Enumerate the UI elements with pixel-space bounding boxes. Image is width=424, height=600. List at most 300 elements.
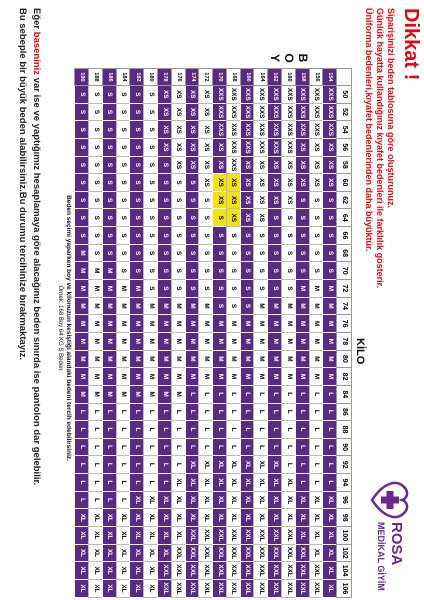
size-cell: L [116,421,130,439]
size-cell: S [309,227,323,245]
size-cell: L [295,438,309,456]
size-cell: XXL [268,527,282,545]
size-cell: S [144,280,158,298]
size-cell: XS [323,138,337,156]
size-cell: M [75,368,89,386]
size-cell: M [130,280,144,298]
size-cell: M [171,315,185,333]
size-cell: M [254,350,268,368]
size-cell: XL [199,456,213,474]
size-cell: XS [323,156,337,174]
height-header-cell: 182 [130,69,144,86]
size-cell: XL [213,474,227,492]
size-cell: XXS [281,103,295,121]
weight-header-cell: 52 [337,103,352,121]
size-cell: M [226,350,240,368]
size-cell: XXL [240,579,254,597]
height-header-cell: 178 [157,69,171,86]
height-row [323,69,337,598]
size-cell: XS [171,121,185,139]
weight-header-cell: 106 [337,579,352,597]
size-cell: XL [171,509,185,527]
size-cell: S [157,209,171,227]
warning-title: Dikkat ! [400,8,422,81]
size-cell: L [185,403,199,421]
size-cell: XXL [226,527,240,545]
size-cell: S [102,156,116,174]
size-cell: S [144,103,158,121]
size-cell: XXL [295,579,309,597]
height-header-cell: 168 [226,69,240,86]
weight-header-cell: 86 [337,403,352,421]
size-cell: S [281,244,295,262]
size-cell: M [309,332,323,350]
size-cell: XXL [171,544,185,562]
size-cell: XXL [157,579,171,597]
size-cell: XL [323,509,337,527]
size-cell: S [157,227,171,245]
size-cell: L [323,474,337,492]
size-cell: L [171,403,185,421]
size-cell: L [75,438,89,456]
height-row [75,69,89,598]
size-cell: L [185,438,199,456]
size-cell: S [323,209,337,227]
size-cell: S [226,297,240,315]
size-cell: S [89,227,103,245]
size-cell: S [89,174,103,192]
size-cell: S [295,262,309,280]
size-cell: XXS [323,86,337,104]
size-cell: XS [199,121,213,139]
size-cell: S [185,191,199,209]
size-cell: S [226,280,240,298]
weight-header-cell: 68 [337,244,352,262]
size-cell: XL [240,456,254,474]
size-cell: S [144,227,158,245]
size-cell: S [144,209,158,227]
size-cell: XL [185,474,199,492]
size-cell: XXL [240,544,254,562]
size-cell: L [295,403,309,421]
size-cell: XL [323,544,337,562]
weight-header-cell: 82 [337,368,352,386]
size-cell: XXL [226,579,240,597]
size-cell: S [226,244,240,262]
size-cell: M [75,280,89,298]
size-cell: XL [240,509,254,527]
size-cell: XS [226,191,240,209]
height-header-cell: 174 [185,69,199,86]
size-cell: S [240,262,254,280]
size-cell: XL [309,491,323,509]
size-cell: M [144,297,158,315]
size-cell: L [226,385,240,403]
size-cell: M [157,297,171,315]
size-cell: XL [171,527,185,545]
size-cell: S [144,174,158,192]
size-cell: L [213,421,227,439]
weight-header-cell: 94 [337,474,352,492]
size-cell: XL [89,527,103,545]
size-cell: S [130,121,144,139]
size-cell: M [309,297,323,315]
size-cell: XL [102,562,116,580]
size-cell: M [309,315,323,333]
hip-warning-line-2: Bu sebeple bir büyük beden alabilirsiniz.Bu durumu tercihinize bırakmaktayız. [17,8,28,361]
size-cell: XL [240,491,254,509]
size-cell: XL [157,544,171,562]
weight-header-cell: 98 [337,509,352,527]
size-cell: XXS [281,121,295,139]
size-cell: S [281,280,295,298]
size-cell: XL [89,544,103,562]
size-cell: XS [185,86,199,104]
size-cell: M [116,315,130,333]
size-cell: S [89,121,103,139]
height-row [116,69,130,598]
size-cell: S [268,227,282,245]
size-cell: L [254,403,268,421]
size-cell: S [171,209,185,227]
size-cell: XL [116,562,130,580]
size-cell: S [144,191,158,209]
size-cell: XL [102,527,116,545]
size-cell: XXL [226,562,240,580]
size-cell: L [75,403,89,421]
size-cell: S [323,244,337,262]
size-cell: XL [130,579,144,597]
size-cell: S [89,138,103,156]
size-cell: XXS [281,86,295,104]
size-cell: XS [199,103,213,121]
size-cell: XL [116,544,130,562]
size-cell: S [295,227,309,245]
size-cell: XL [309,509,323,527]
size-cell: S [89,191,103,209]
size-cell: L [213,385,227,403]
height-axis-label [268,50,310,66]
size-cell: M [295,350,309,368]
size-cell: S [254,227,268,245]
size-cell: XS [199,138,213,156]
size-cell: XL [295,491,309,509]
size-cell: XS [213,191,227,209]
size-cell: M [254,332,268,350]
size-cell: S [157,262,171,280]
size-cell: XS [281,174,295,192]
size-cell: S [309,244,323,262]
size-cell: XL [281,474,295,492]
size-cell: L [268,421,282,439]
size-cell: XL [268,456,282,474]
size-cell: M [213,350,227,368]
size-cell: XXS [240,121,254,139]
size-cell: XXL [199,527,213,545]
size-cell: XXS [226,121,240,139]
size-cell: XXL [254,544,268,562]
size-cell: XS [254,156,268,174]
size-cell: XXL [185,579,199,597]
size-cell: L [171,421,185,439]
size-cell: M [89,350,103,368]
size-cell: M [171,368,185,386]
size-cell: L [130,474,144,492]
size-cell: L [157,474,171,492]
size-cell: S [89,156,103,174]
size-cell: S [89,209,103,227]
size-cell: L [240,403,254,421]
height-row [226,69,240,598]
size-cell: L [240,438,254,456]
size-cell: M [323,368,337,386]
size-cell: S [323,262,337,280]
size-cell: M [171,332,185,350]
size-cell: L [102,491,116,509]
size-cell: S [75,174,89,192]
size-cell: XXS [295,103,309,121]
size-cell: XL [226,456,240,474]
size-cell: XL [102,579,116,597]
size-cell: M [309,350,323,368]
size-cell: S [226,227,240,245]
size-cell: S [213,297,227,315]
size-cell: XL [144,509,158,527]
size-cell: XXL [185,527,199,545]
size-cell: L [75,456,89,474]
size-cell: M [102,280,116,298]
size-cell: L [199,438,213,456]
size-cell: XXS [254,86,268,104]
size-cell: L [144,456,158,474]
size-cell: S [185,209,199,227]
size-cell: M [268,297,282,315]
size-cell: XL [144,579,158,597]
size-cell: XL [323,491,337,509]
size-cell: XL [226,509,240,527]
size-cell: S [295,191,309,209]
size-cell: S [199,227,213,245]
size-cell: M [116,332,130,350]
size-cell: M [89,385,103,403]
size-cell: S [102,86,116,104]
size-cell: L [157,421,171,439]
weight-header-cell: 54 [337,121,352,139]
size-cell: S [116,121,130,139]
size-cell: L [295,421,309,439]
size-cell: XS [309,156,323,174]
size-cell: S [157,191,171,209]
size-cell: XS [254,191,268,209]
size-cell: S [213,227,227,245]
size-cell: L [116,491,130,509]
size-cell: XXS [268,86,282,104]
size-cell: M [102,262,116,280]
size-cell: S [185,174,199,192]
size-cell: XL [226,474,240,492]
size-cell: M [268,315,282,333]
size-cell: S [199,209,213,227]
size-cell: XXL [281,544,295,562]
size-cell: S [89,244,103,262]
height-row [89,69,103,598]
size-cell: L [116,456,130,474]
size-cell: XXS [323,121,337,139]
size-cell: XXS [295,86,309,104]
size-cell: L [295,474,309,492]
size-cell: L [254,421,268,439]
weight-header-cell: 74 [337,297,352,315]
size-cell: S [254,244,268,262]
size-cell: XXS [281,138,295,156]
size-cell: L [323,421,337,439]
size-cell: S [75,86,89,104]
weight-header-cell: 96 [337,491,352,509]
size-cell: XXL [171,579,185,597]
size-cell: M [185,315,199,333]
size-cell: M [75,244,89,262]
height-header-cell: 190 [75,69,89,86]
height-header-cell: 170 [213,69,227,86]
size-cell: M [157,350,171,368]
size-cell: XL [116,527,130,545]
height-header-cell: 186 [102,69,116,86]
size-cell: XS [254,209,268,227]
size-cell: XS [295,156,309,174]
size-cell: L [185,421,199,439]
size-cell: XL [185,491,199,509]
size-cell: XXS [254,138,268,156]
size-cell: XL [130,491,144,509]
size-cell: S [116,103,130,121]
weight-header-cell: 62 [337,191,352,209]
size-cell: XXS [213,86,227,104]
size-cell: XXL [295,562,309,580]
size-cell: XXL [199,579,213,597]
size-cell: M [309,280,323,298]
size-cell: M [199,297,213,315]
size-cell: XXL [281,562,295,580]
size-cell: XS [268,156,282,174]
size-cell: S [171,280,185,298]
size-cell: XL [89,562,103,580]
size-cell: S [102,244,116,262]
weight-header-cell: 88 [337,421,352,439]
size-cell: XL [281,491,295,509]
size-cell: L [89,474,103,492]
size-cell: M [130,332,144,350]
size-cell: M [144,332,158,350]
size-cell: L [130,438,144,456]
size-cell: S [213,280,227,298]
size-cell: L [171,438,185,456]
weight-header-row [337,69,352,598]
size-cell: M [102,315,116,333]
size-cell: M [89,368,103,386]
size-cell: XXS [226,156,240,174]
size-cell: L [89,403,103,421]
size-cell: S [268,209,282,227]
size-cell: M [75,262,89,280]
height-header-cell: 156 [309,69,323,86]
size-cell: S [116,156,130,174]
weight-header-cell: 92 [337,456,352,474]
size-cell: L [157,456,171,474]
size-cell: XL [323,562,337,580]
brand-logo [364,478,416,596]
size-cell: XL [130,544,144,562]
height-header-cell: 154 [323,69,337,86]
size-cell: S [171,191,185,209]
size-cell: L [254,385,268,403]
size-cell: M [171,297,185,315]
size-cell: XXL [199,562,213,580]
size-cell: S [240,280,254,298]
size-cell: XXS [226,86,240,104]
size-cell: S [102,103,116,121]
rosa-heart-cross-logo-icon [364,478,416,596]
size-cell: M [281,297,295,315]
size-cell: L [268,385,282,403]
size-cell: L [89,456,103,474]
size-cell: XXL [199,544,213,562]
size-cell: S [144,156,158,174]
size-cell: XXL [309,579,323,597]
size-cell: XL [309,544,323,562]
size-cell: XL [240,474,254,492]
height-row [130,69,144,598]
size-cell: M [281,332,295,350]
size-cell: M [295,297,309,315]
size-cell: L [102,421,116,439]
size-cell: XXS [309,103,323,121]
size-cell: XL [116,509,130,527]
size-cell: M [102,350,116,368]
size-cell: S [213,209,227,227]
size-cell: XS [171,138,185,156]
size-cell: S [102,209,116,227]
size-cell: M [185,297,199,315]
size-cell: L [75,421,89,439]
weight-header-cell: 70 [337,262,352,280]
size-cell: M [268,332,282,350]
size-cell: L [323,403,337,421]
size-cell: S [75,191,89,209]
size-cell: XS [157,103,171,121]
size-cell: S [199,191,213,209]
size-cell: M [157,332,171,350]
selection-example: Örnek: 168 Boy 64 KG S Beden [57,285,63,371]
size-cell: XL [309,527,323,545]
size-cell: S [89,103,103,121]
size-cell: XXS [268,103,282,121]
height-header-cell: 164 [254,69,268,86]
size-cell: M [240,368,254,386]
size-cell: M [213,332,227,350]
size-cell: L [295,456,309,474]
size-cell: S [102,174,116,192]
size-cell: S [185,227,199,245]
size-cell: XS [185,103,199,121]
size-cell: XS [213,174,227,192]
size-cell: S [240,227,254,245]
height-header-cell: 158 [295,69,309,86]
size-cell: XL [295,509,309,527]
height-header-cell: 188 [89,69,103,86]
size-cell: M [144,385,158,403]
size-cell: M [157,385,171,403]
size-cell: L [130,421,144,439]
